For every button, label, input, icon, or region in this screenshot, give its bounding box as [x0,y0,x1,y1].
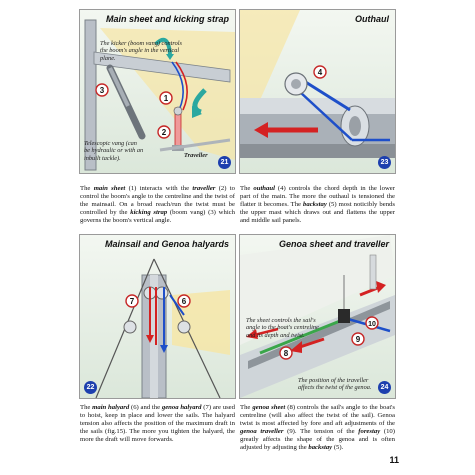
svg-text:9: 9 [355,335,361,344]
traveller-position-note: The position of the traveller affects the twist of the genoa. [298,377,372,392]
svg-text:8: 8 [283,349,289,358]
caption-term: forestay [358,427,381,435]
kicker-note: The kicker (boom vang) controls the boom's angle in the vertical plane. [100,40,182,62]
vang-note: Telescopic vang (can be hydraulic or with an inbuilt tackle). [84,140,144,162]
sheet-note: The sheet controls the sail's angle to the boat's centreline and its depth and twist. [246,317,319,339]
caption-term: genoa halyard [161,404,202,411]
panel-title: Genoa sheet and traveller [278,239,389,249]
caption-text: (5) most noticibly bends the upper mast which draws out and flattens the upper and middle sail panels. [240,200,395,224]
callout-4 [314,66,326,78]
traveller-note: Traveller [184,152,208,159]
caption-text: (5). [332,443,344,451]
caption-text: (6) and the [129,404,162,411]
figure-number-badge: 21 [218,156,231,169]
callout-8 [280,347,292,359]
callout-3 [96,84,108,96]
panel-title: Main sheet and kicking strap [105,14,229,24]
caption-term: main halyard [92,404,130,411]
caption-term: kicking strap [130,208,168,216]
caption-text: (10) greatly affects the shape of the genoa and is often adjusted by adjusting the [240,427,395,451]
callout-6 [178,295,190,307]
callout-1 [160,92,172,104]
panel-title: Mainsail and Genoa halyards [104,239,229,249]
svg-text:6: 6 [181,297,187,306]
callout-10 [366,317,378,329]
caption-text: (7) are used to hoist, keep in place and lower the sails. The halyard tension also affects the position of the maximum draft in the sails (fig.15). The more you tighten the halyard, the more the draft will move forwards. [80,404,235,443]
callout-layer [80,235,235,398]
caption-text: (8) controls the sail's angle to the boat's centreline (will also affect the twist of the sail). Genoa twist is most affected by fore and aft adjustments of the [240,404,395,427]
panel-main-sheet [79,9,236,174]
caption-text: The [240,404,253,411]
callout-7 [126,295,138,307]
caption-term: backstay [303,200,327,208]
caption-text: (2) to control the boom's angle to the centreline and the twist of the mainsail. On a broad reach/run the twist must be controlled by the [80,185,236,216]
caption-text: The [80,404,93,411]
caption-term: outhaul [253,185,275,192]
caption-text: (4) controls the chord depth in the lower part of the main. The more the outhaul is tensioned the flatter it becomes. The [240,185,395,208]
svg-text:4: 4 [317,68,323,77]
page-number: 11 [389,455,399,465]
caption-term: genoa traveller [240,427,284,435]
callout-2 [158,126,170,138]
svg-text:1: 1 [163,94,169,103]
caption-text: The [80,185,94,192]
figure-number-badge: 24 [378,381,391,394]
svg-text:7: 7 [129,297,135,306]
caption-text: (boom vang) (3) which governs the boom's vertical angle. [80,208,235,224]
caption-main-sheet [80,185,235,225]
callout-layer [240,10,395,173]
caption-halyards [80,404,235,444]
caption-term: backstay [308,443,333,451]
panel-title: Outhaul [355,14,389,24]
caption-text: The [240,185,254,192]
panel-genoa-sheet [239,234,396,399]
svg-text:10: 10 [368,321,376,328]
callout-9 [352,333,364,345]
panel-halyards [79,234,236,399]
caption-term: traveller [192,185,216,192]
svg-text:2: 2 [161,128,167,137]
caption-outhaul [240,185,395,225]
panel-outhaul [239,9,396,174]
caption-genoa-sheet [240,404,395,451]
figure-number-badge: 22 [84,381,97,394]
svg-text:3: 3 [99,86,105,95]
caption-text: (1) interacts with the [125,185,193,192]
callout-layer [80,10,235,173]
caption-term: main sheet [93,185,126,192]
figure-number-badge: 23 [378,156,391,169]
callout-layer [240,235,395,398]
caption-text: (9). The tension of the [283,427,359,435]
caption-term: genoa sheet [252,404,286,411]
